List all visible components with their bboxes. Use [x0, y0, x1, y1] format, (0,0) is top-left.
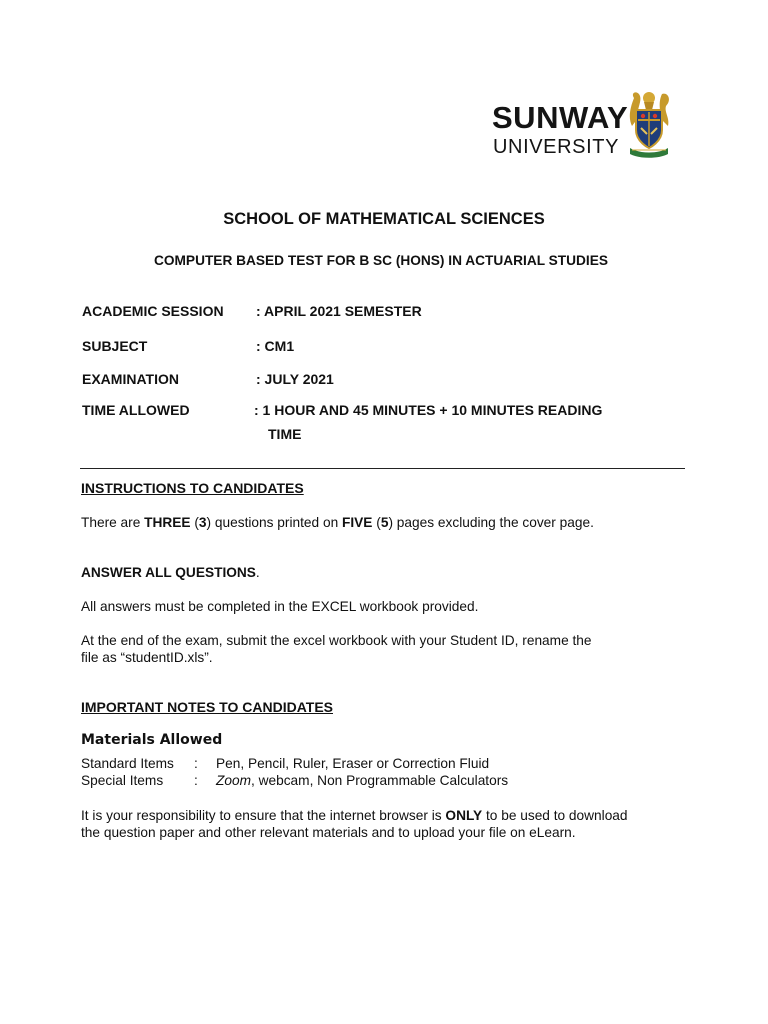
special-items-row: Special Items : Zoom, webcam, Non Programmable Calculators	[81, 773, 509, 788]
exam-value: : JULY 2021	[256, 371, 334, 387]
logo-wordmark-bottom: UNIVERSITY	[493, 136, 620, 158]
exam-label: EXAMINATION	[82, 371, 179, 387]
time-value: : 1 HOUR AND 45 MINUTES + 10 MINUTES READING	[254, 402, 603, 418]
answer-all-text: ANSWER ALL QUESTIONS.	[81, 565, 260, 580]
responsibility-text: It is your responsibility to ensure that the internet browser is ONLY to be used to download the question paper and other relevant materials and to upload your file on eLearn.	[81, 808, 628, 840]
time-value-continued: TIME	[268, 426, 302, 442]
standard-items-row: Standard Items : Pen, Pencil, Ruler, Eraser or Correction Fluid	[81, 756, 490, 771]
test-title: COMPUTER BASED TEST FOR B SC (HONS) IN ACTUARIAL STUDIES	[154, 253, 608, 268]
university-crest-icon	[624, 88, 674, 160]
materials-title: Materials Allowed	[81, 732, 223, 748]
submit-instruction-text: At the end of the exam, submit the excel workbook with your Student ID, rename the file as “studentID.xls”.	[81, 633, 592, 665]
instructions-heading: INSTRUCTIONS TO CANDIDATES	[81, 480, 304, 496]
session-value: : APRIL 2021 SEMESTER	[256, 303, 422, 319]
notes-heading: IMPORTANT NOTES TO CANDIDATES	[81, 699, 333, 715]
school-title: SCHOOL OF MATHEMATICAL SCIENCES	[223, 210, 545, 228]
excel-instruction-text: All answers must be completed in the EXCEL workbook provided.	[81, 599, 479, 614]
time-label: TIME ALLOWED	[82, 402, 190, 418]
subject-value: : CM1	[256, 338, 295, 354]
logo-wordmark-top: SUNWAY	[492, 100, 629, 135]
university-logo	[492, 88, 677, 160]
section-divider	[80, 468, 685, 469]
session-label: ACADEMIC SESSION	[82, 303, 224, 319]
subject-label: SUBJECT	[82, 338, 148, 354]
questions-count-text: There are THREE (3) questions printed on FIVE (5) pages excluding the cover page.	[81, 515, 594, 530]
